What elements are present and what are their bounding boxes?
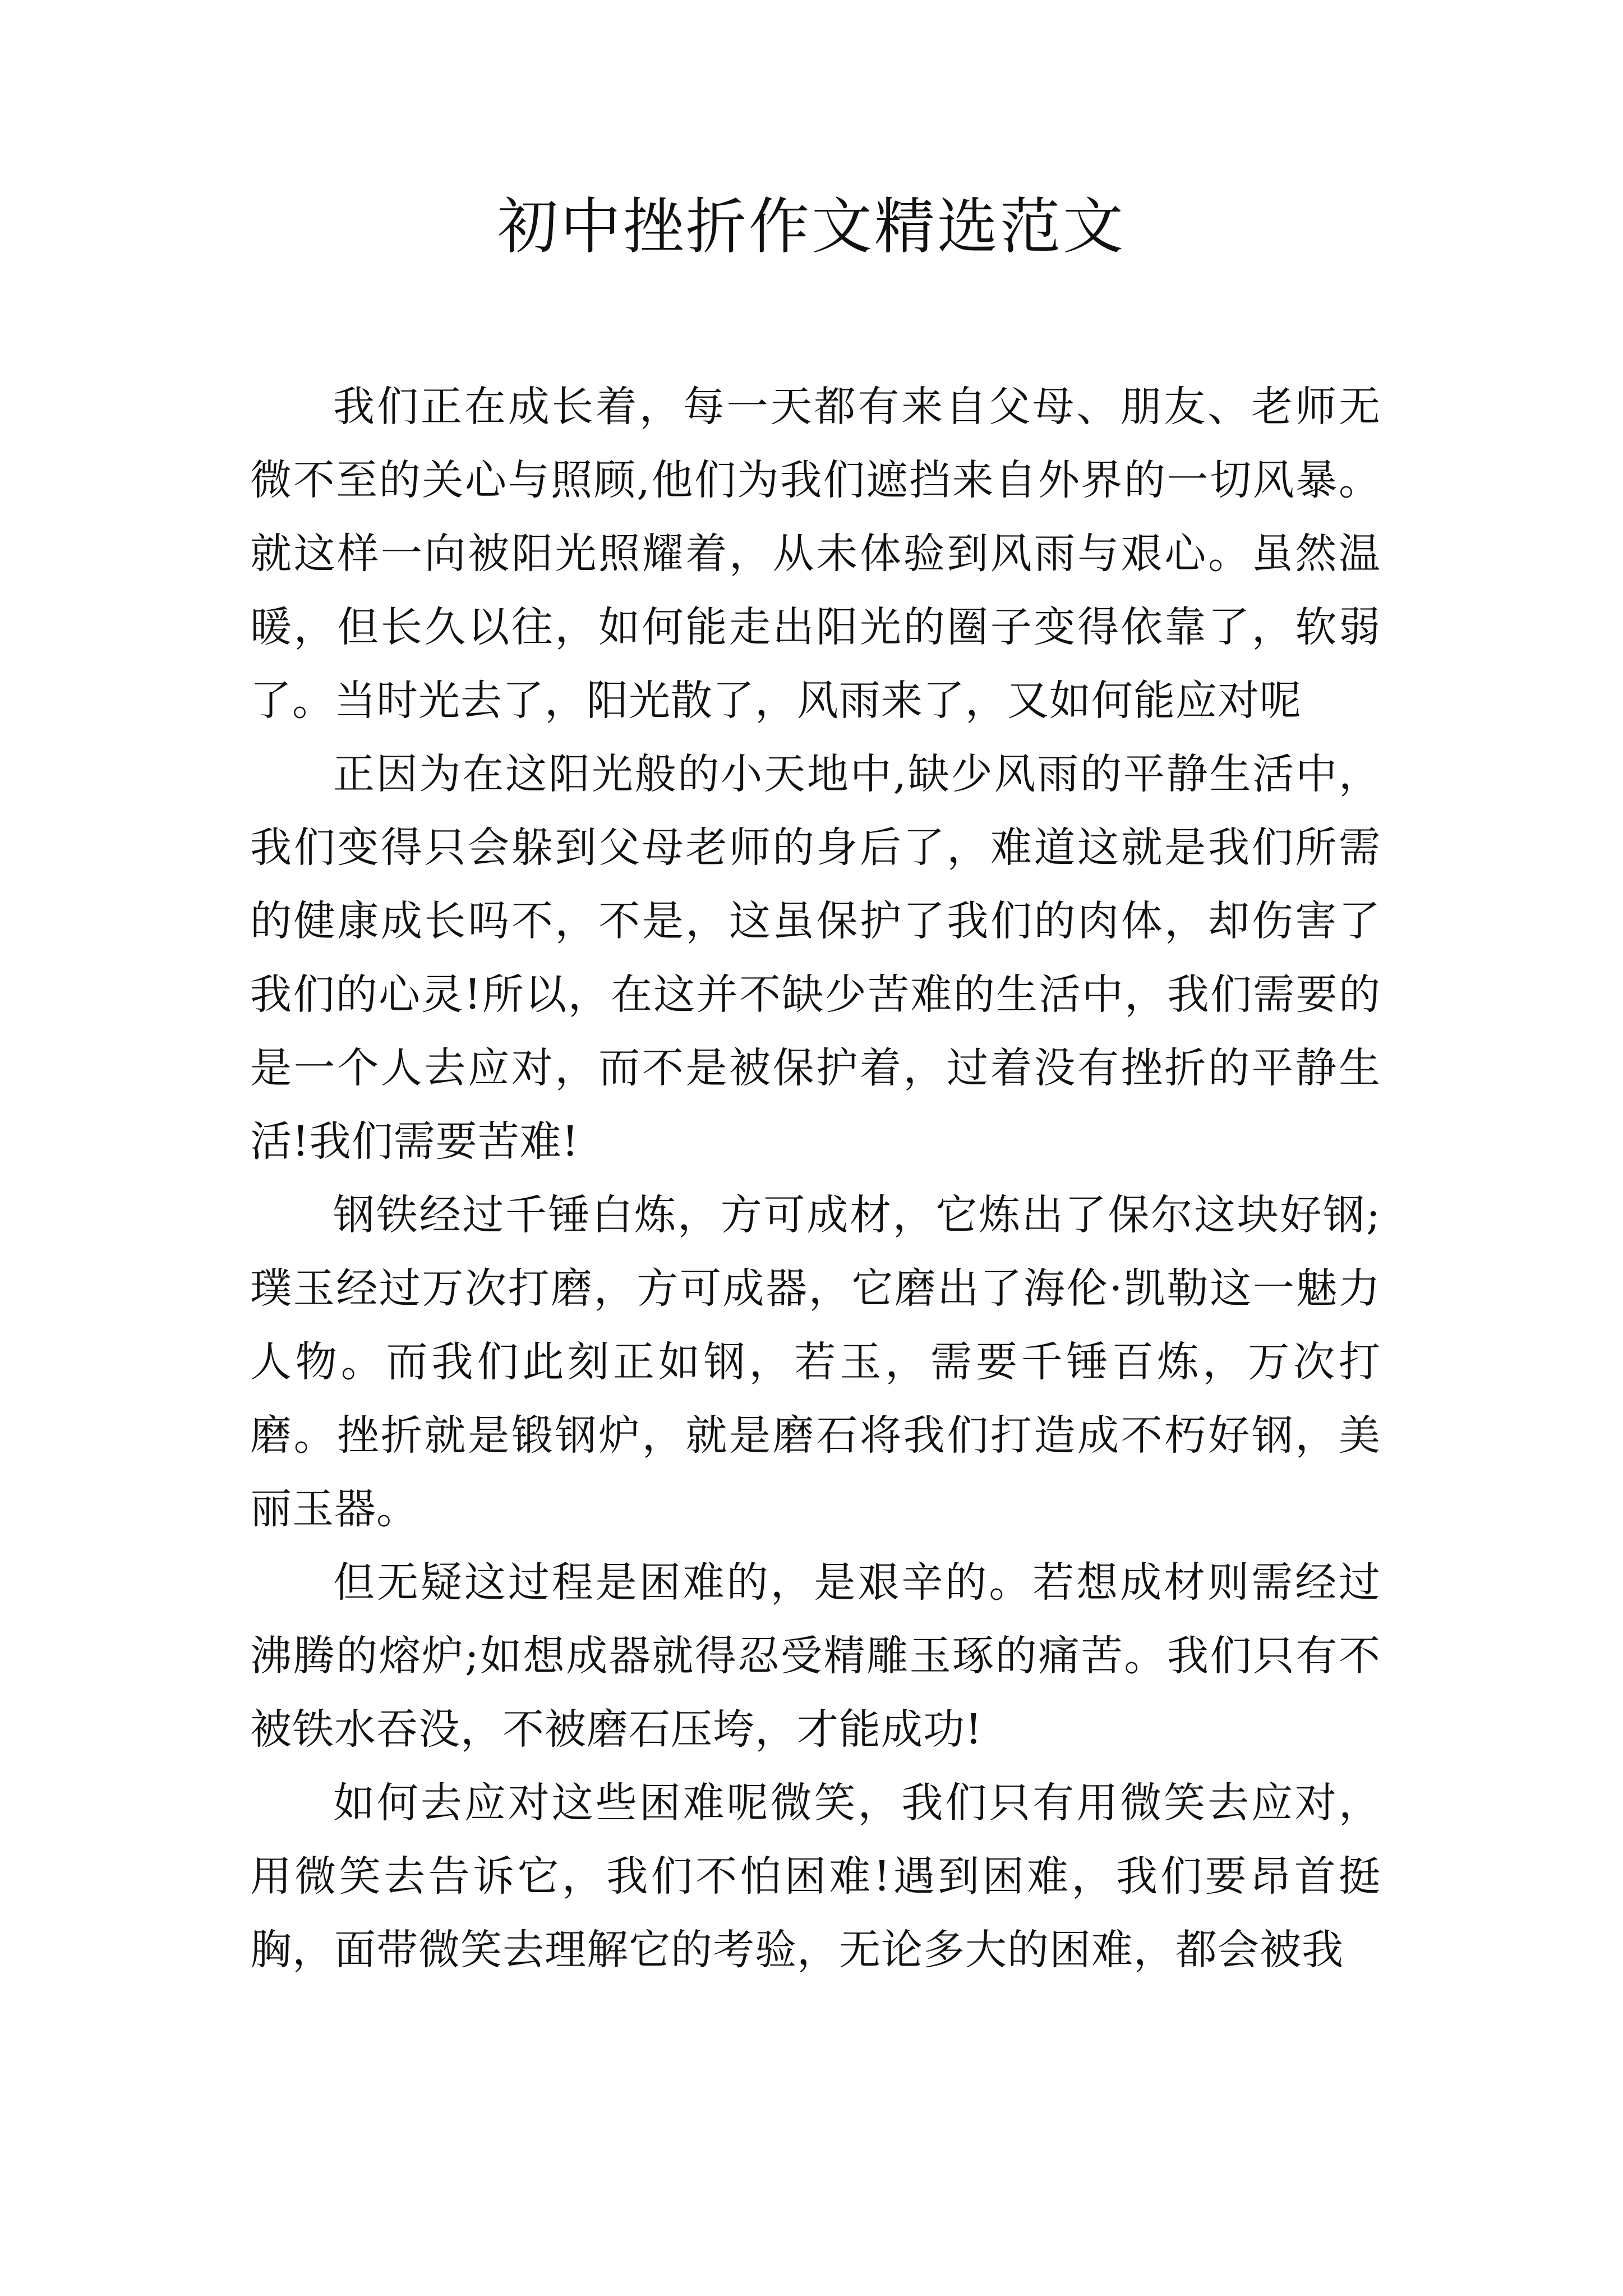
paragraph-4: 但无疑这过程是困难的，是艰辛的。若想成材则需经过沸腾的熔炉;如想成器就得忍受精雕玉琢的痛苦。我们只有不被铁水吞没，不被磨石压垮，才能成功! <box>250 1558 1381 1754</box>
paragraph-5: 如何去应对这些困难呢微笑，我们只有用微笑去应对，用微笑去告诉它，我们不怕困难!遇到困难，我们要昂首挺胸，面带微笑去理解它的考验，无论多大的困难，都会被我 <box>250 1779 1381 1974</box>
paragraph-3: 钢铁经过千锤白炼，方可成材，它炼出了保尔这块好钢;璞玉经过万次打磨，方可成器，它磨出了海伦·凯勒这一魅力人物。而我们此刻正如钢，若玉，需要千锤百炼，万次打磨。挫折就是锻钢炉，就是磨石将我们打造成不朽好钢，美丽玉器。 <box>250 1191 1381 1533</box>
paragraph-1: 我们正在成长着，每一天都有来自父母、朋友、老师无微不至的关心与照顾,他们为我们遮挡来自外界的一切风暴。就这样一向被阳光照耀着，从未体验到风雨与艰心。虽然温暖，但长久以往，如何能走出阳光的圈子变得依靠了，软弱了。当时光去了，阳光散了，风雨来了，又如何能应对呢 <box>250 383 1381 725</box>
document-body <box>250 370 1381 1987</box>
document-title: 初中挫折作文精选范文 <box>497 192 1126 262</box>
paragraph-2: 正因为在这阳光般的小天地中,缺少风雨的平静生活中，我们变得只会躲到父母老师的身后了，难道这就是我们所需的健康成长吗不，不是，这虽保护了我们的肉体，却伤害了我们的心灵!所以，在这并不缺少苦难的生活中，我们需要的是一个人去应对，而不是被保护着，过着没有挫折的平静生活!我们需要苦难! <box>250 750 1381 1166</box>
